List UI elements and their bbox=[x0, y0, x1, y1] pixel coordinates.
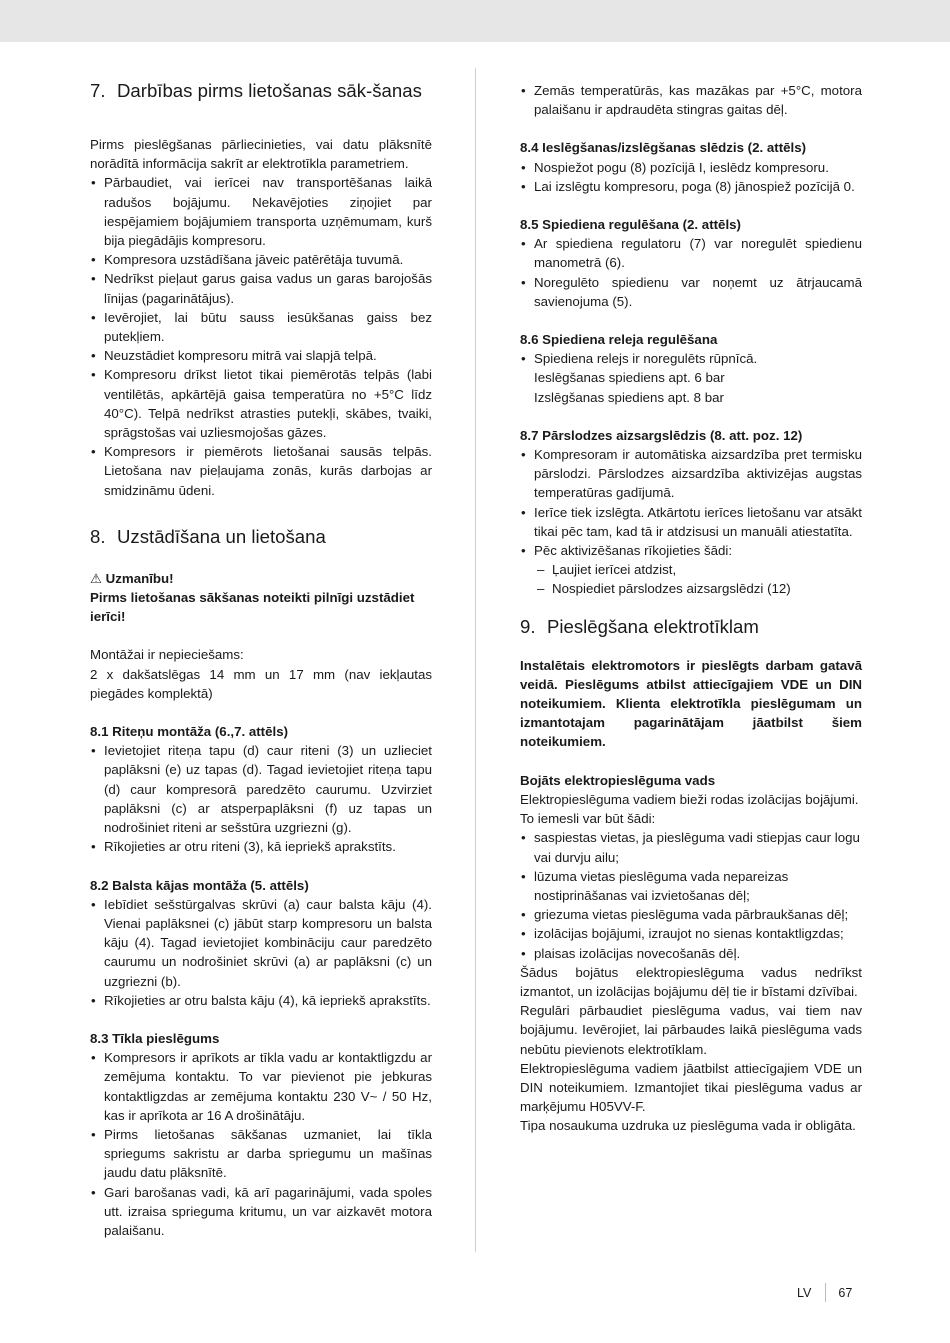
section-7-list bbox=[90, 173, 432, 499]
cable-paragraph: Šādus bojātus elektropieslēguma vadus nedrīkst izmantot, un izolācijas bojājumu dēļ tie ir bīstami dzīvībai. bbox=[520, 964, 862, 999]
top-bar bbox=[0, 0, 950, 42]
language-code: LV bbox=[797, 1285, 812, 1300]
section-8-heading: 8. Uzstādīšana un lietošana bbox=[90, 525, 326, 547]
list-item: • Neuzstādiet kompresoru mitrā vai slapjā telpā. bbox=[90, 346, 432, 365]
list-item: • plaisas izolācijas novecošanās dēļ. bbox=[520, 944, 862, 963]
list-item: • Nedrīkst pieļaut garus gaisa vadus un garas barojošās līnijas (pagarinātājus). bbox=[90, 269, 432, 307]
section-8-1-title: 8.1 Riteņu montāža (6.,7. attēls) bbox=[90, 724, 289, 740]
list-item: • Kompresoram ir automātiska aizsardzība pret termisku pārslodzi. Pārslodzes aizsardzība aktivizējas augstas temperatūras gadījumā. bbox=[520, 445, 862, 503]
list-item: • Nospiežot pogu (8) pozīcijā I, ieslēdz kompresoru. bbox=[520, 158, 862, 177]
list-item: • Rīkojieties ar otru riteni (3), kā iepriekš aprakstīts. bbox=[90, 837, 432, 856]
list-item: • Zemās temperatūrās, kas mazākas par +5°C, motora palaišanu ir apdraudēta stingras gaitas dēļ. bbox=[520, 81, 862, 119]
section-8-3-list bbox=[90, 1048, 432, 1240]
mount-text: 2 x dakšatslēgas 14 mm un 17 mm (nav iekļautas piegādes komplektā) bbox=[90, 666, 432, 701]
section-7-title: Darbības pirms lietošanas sāk-šanas bbox=[117, 80, 422, 101]
list-item: • Gari barošanas vadi, kā arī pagarinājumi, vada spoles utt. izraisa sprieguma kritumu, un var aizkavēt motora palaišanu. bbox=[90, 1183, 432, 1241]
list-item: • Lai izslēgtu kompresoru, poga (8) jānospiež pozīcijā 0. bbox=[520, 177, 862, 196]
section-9-heading: 9. Pieslēgšana elektrotīklam bbox=[520, 615, 759, 637]
list-item: • Noregulēto spiedienu var noņemt uz ātrjaucamā savienojuma (5). bbox=[520, 273, 862, 311]
cable-intro: Elektropieslēguma vadiem bieži rodas izolācijas bojājumi. bbox=[520, 791, 859, 807]
section-8-5-title: 8.5 Spiediena regulēšana (2. attēls) bbox=[520, 217, 741, 233]
list-item: • Kompresors ir aprīkots ar tīkla vadu ar kontaktligzdu ar zemējuma kontaktu. To var pievienot pie jebkuras kontaktligzdas ar zemējuma kontaktu 230 V~ / 50 Hz, kas ir aprīkota ar 16 A drošinātāju. bbox=[90, 1048, 432, 1125]
list-item: • Ievērojiet, lai būtu sauss iesūkšanas gaiss bez putekļiem. bbox=[90, 308, 432, 346]
sub-list-item: – Ļaujiet ierīcei atdzist, bbox=[520, 560, 862, 579]
page-footer bbox=[797, 1283, 852, 1302]
cable-paragraph: Regulāri pārbaudiet pieslēguma vadus, vai tiem nav bojājumu. Ievērojiet, lai pārbaudes laikā pieslēguma vads nebūtu pievienots elektrotīklam. bbox=[520, 1003, 862, 1057]
right-column bbox=[520, 62, 862, 1136]
continued-list bbox=[520, 81, 862, 119]
sub-list-item: – Nospiediet pārslodzes aizsargslēdzi (12) bbox=[520, 579, 862, 598]
section-8-7-title: 8.7 Pārslodzes aizsargslēdzis (8. att. poz. 12) bbox=[520, 427, 803, 443]
left-column bbox=[90, 62, 432, 1240]
section-9-title: Pieslēgšana elektrotīklam bbox=[547, 615, 759, 637]
list-item: • griezuma vietas pieslēguma vada pārbraukšanas dēļ; bbox=[520, 905, 862, 924]
list-item: • Pēc aktivizēšanas rīkojieties šādi: bbox=[520, 541, 862, 560]
list-item: • Kompresoru drīkst lietot tikai piemērotās telpās (labi ventilētās, apkārtējā gaisa temperatūra no +5°C līdz 40°C). Telpā nedrīkst atrasties putekļi, skābes, tvaiki, sprāgstošas vai uzliesmojošas gāzes. bbox=[90, 365, 432, 442]
warning-title: ⚠ Uzmanību! bbox=[90, 570, 174, 586]
list-item: • Kompresors ir piemērots lietošanai sausās telpās. Lietošana nav pieļaujama zonās, kurās darbojas ar smidzināmu ūdeni. bbox=[90, 442, 432, 500]
cable-title: Bojāts elektropieslēguma vads bbox=[520, 772, 716, 788]
section-9-notice: Instalētais elektromotors ir pieslēgts darbam gatavā veidā. Pieslēgums atbilst attiecīgajiem VDE un DIN noteikumiem. Klienta elektrotīkla pieslēgumam un izmantotajam pagarinātājam jāatbilst šiem noteikumiem. bbox=[520, 657, 862, 750]
list-item: • Iebīdiet sešstūrgalvas skrūvi (a) caur balsta kāju (4). Vienai paplāksnei (c) jābūt starp kompresoru un balsta kāju (4). Tagad ievietojiet kombināciju caur paredzēto caurumu un nodrošiniet skrūvi (a) ar paplāksni (c) un uzgriezni (b). bbox=[90, 895, 432, 991]
list-item: • Spiediena relejs ir noregulēts rūpnīcā. Ieslēgšanas spiediens apt. 6 bar Izslēgšanas spiediens apt. 8 bar bbox=[520, 349, 862, 407]
switch-off-pressure: Izslēgšanas spiediens apt. 8 bar bbox=[534, 389, 724, 405]
section-8-4-list bbox=[520, 158, 862, 196]
section-8-4-title: 8.4 Ieslēgšanas/izslēgšanas slēdzis (2. attēls) bbox=[520, 140, 807, 156]
page-number: 67 bbox=[838, 1285, 853, 1300]
section-8-2-title: 8.2 Balsta kājas montāža (5. attēls) bbox=[90, 877, 309, 893]
cable-list bbox=[520, 828, 862, 962]
footer-separator bbox=[825, 1283, 826, 1302]
list-item: • saspiestas vietas, ja pieslēguma vadi stiepjas caur logu vai durvju ailu; bbox=[520, 828, 862, 866]
cable-paragraph: Elektropieslēguma vadiem jāatbilst attiecīgajiem VDE un DIN noteikumiem. Izmantojiet tikai pieslēguma vadus ar marķējumu H05VV-F. bbox=[520, 1060, 862, 1115]
list-item: • izolācijas bojājumi, izraujot no sienas kontaktligzdas; bbox=[520, 924, 862, 943]
warning-text: Pirms lietošanas sākšanas noteikti pilnīgi uzstādiet ierīci! bbox=[90, 590, 415, 625]
section-8-2-list bbox=[90, 895, 432, 1010]
cable-reasons-label: To iemesli var būt šādi: bbox=[520, 811, 656, 827]
section-8-3-title: 8.3 Tīkla pieslēgums bbox=[90, 1030, 220, 1046]
list-item: • Ierīce tiek izslēgta. Atkārtotu ierīces lietošanu var atsākt tikai pēc tam, kad tā ir atdzisusi un manuāli atiestatīta. bbox=[520, 503, 862, 541]
section-8-1-list bbox=[90, 741, 432, 856]
cable-paragraph: Tipa nosaukuma uzdruka uz pieslēguma vada ir obligāta. bbox=[520, 1118, 856, 1134]
mount-label: Montāžai ir nepieciešams: bbox=[90, 647, 244, 663]
section-7-intro: Pirms pieslēgšanas pārliecinieties, vai datu plāksnītē norādītā informācija sakrīt ar elektrotīkla parametriem. bbox=[90, 137, 432, 172]
list-item: • Ar spiediena regulatoru (7) var noregulēt spiedienu manometrā (6). bbox=[520, 234, 862, 272]
section-8-6-title: 8.6 Spiediena releja regulēšana bbox=[520, 332, 718, 348]
list-item: • Rīkojieties ar otru balsta kāju (4), kā iepriekš aprakstīts. bbox=[90, 991, 432, 1010]
section-8-5-list bbox=[520, 234, 862, 311]
section-7-heading: 7. Darbības pirms lietošanas sāk-šanas bbox=[90, 80, 422, 101]
section-8-6-list bbox=[520, 349, 862, 407]
list-item: • Ievietojiet riteņa tapu (d) caur riteni (3) un uzlieciet paplāksni (e) uz tapas (d). Tagad ievietojiet riteņa tapu (d) caur kompresorā paredzēto caurumu. Uzvirziet paplāksni (c) ar atsperpaplāksni (f) uz tapas un nodrošiniet riteni ar sešstūra uzgriezni (g). bbox=[90, 741, 432, 837]
list-item: • Kompresora uzstādīšana jāveic patērētāja tuvumā. bbox=[90, 250, 432, 269]
list-item: • Pirms lietošanas sākšanas uzmaniet, lai tīkla spriegums sakristu ar darba spriegumu un mašīnas jaudu datu plāksnītē. bbox=[90, 1125, 432, 1183]
section-8-7-list bbox=[520, 445, 862, 599]
section-8-title: Uzstādīšana un lietošana bbox=[117, 525, 326, 547]
switch-on-pressure: Ieslēgšanas spiediens apt. 6 bar bbox=[534, 370, 725, 386]
list-item: • Pārbaudiet, vai ierīcei nav transportēšanas laikā radušos bojājumu. Nekavējoties ziņojiet par iespējamiem bojājumiem transporta uzņēmumam, kurš bija piegādājis kompresoru. bbox=[90, 173, 432, 250]
list-item: • lūzuma vietas pieslēguma vada nepareizas nostiprināšanas vai izvietošanas dēļ; bbox=[520, 867, 862, 905]
column-divider bbox=[475, 68, 476, 1252]
